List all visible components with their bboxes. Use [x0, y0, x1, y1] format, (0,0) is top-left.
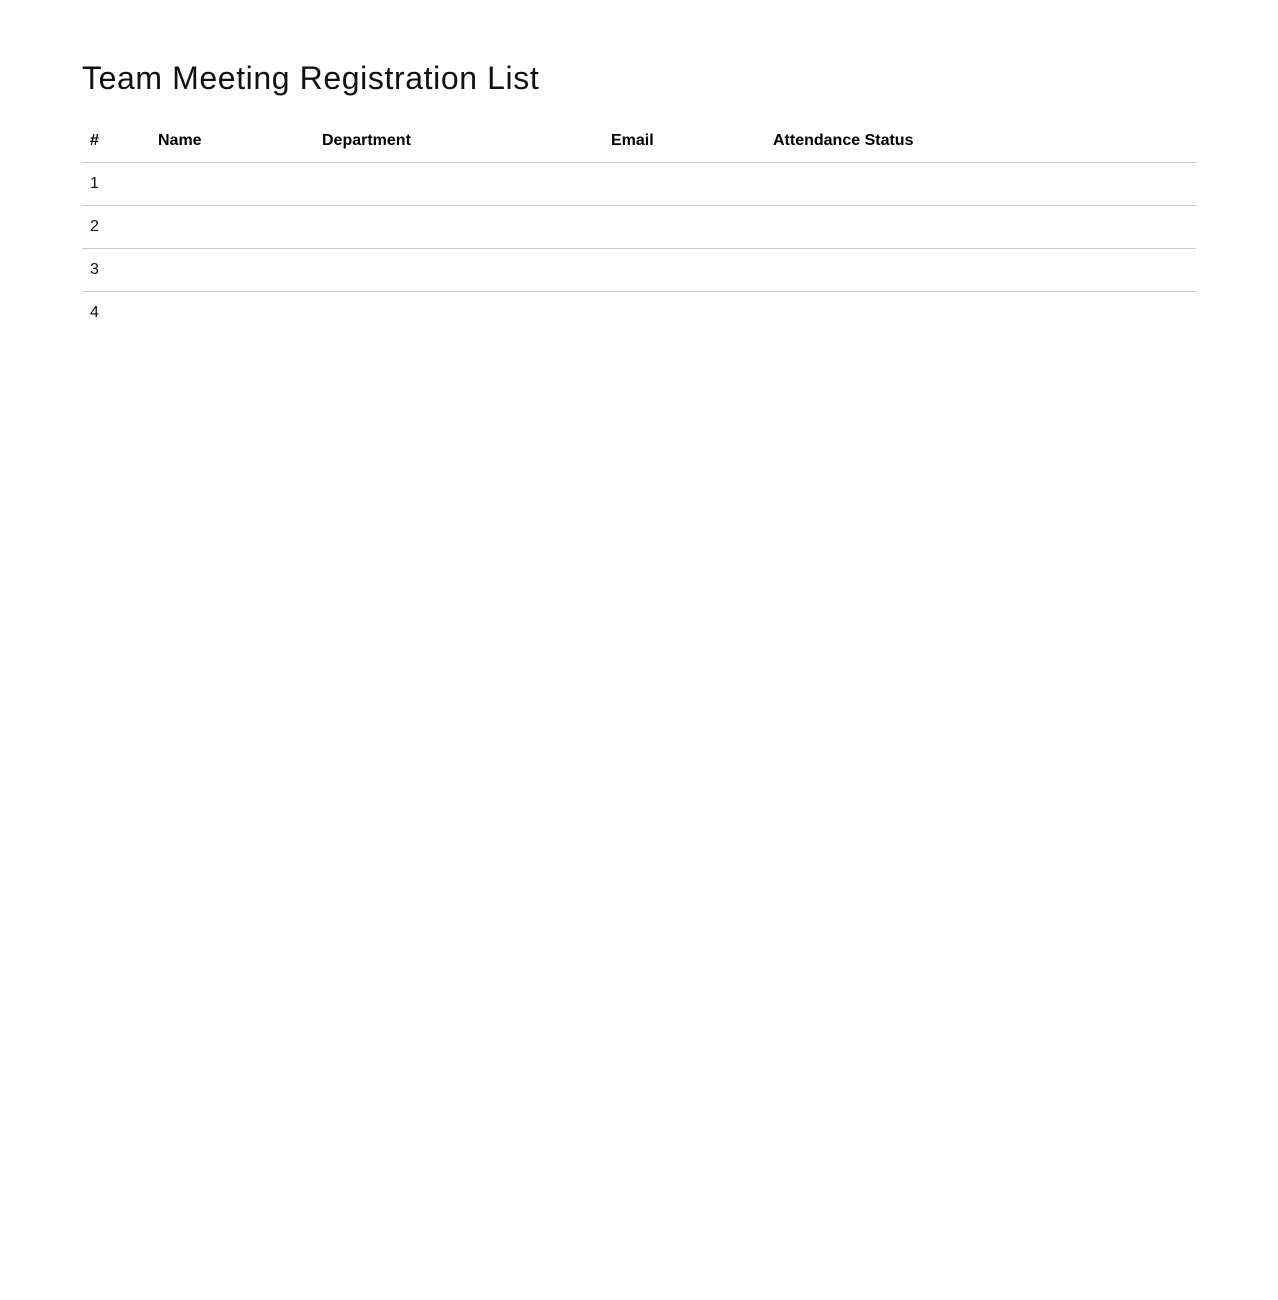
- name-cell: [150, 206, 314, 249]
- table-header-row: [82, 120, 1196, 163]
- attendance-status-cell: [765, 163, 1196, 206]
- email-cell: [603, 163, 765, 206]
- column-header-department: Department: [314, 120, 603, 163]
- department-cell: [314, 292, 603, 335]
- row-number: 4: [90, 304, 99, 321]
- table-row: [82, 292, 1196, 335]
- table-row: [82, 163, 1196, 206]
- column-header-email: Email: [603, 120, 765, 163]
- table-row: [82, 206, 1196, 249]
- email-cell: [603, 292, 765, 335]
- row-number: 1: [82, 163, 150, 206]
- page-title: Team Meeting Registration List: [82, 60, 540, 96]
- column-header-attendance-status: Attendance Status: [765, 120, 1196, 163]
- registration-table: [82, 120, 1196, 334]
- row-number: 2: [82, 206, 150, 249]
- table-row: [82, 249, 1196, 292]
- name-cell: [150, 292, 314, 335]
- name-cell: [150, 249, 314, 292]
- attendance-status-cell: [765, 249, 1196, 292]
- department-cell: [314, 249, 603, 292]
- email-cell: [603, 249, 765, 292]
- attendance-status-cell: [765, 292, 1196, 335]
- page-container: [0, 0, 1278, 334]
- email-cell: [603, 206, 765, 249]
- department-cell: [314, 206, 603, 249]
- name-cell: [150, 163, 314, 206]
- column-header-name: Name: [150, 120, 314, 163]
- column-header-number: #: [82, 120, 150, 163]
- department-cell: [314, 163, 603, 206]
- row-number: 3: [82, 249, 150, 292]
- attendance-status-cell: [765, 206, 1196, 249]
